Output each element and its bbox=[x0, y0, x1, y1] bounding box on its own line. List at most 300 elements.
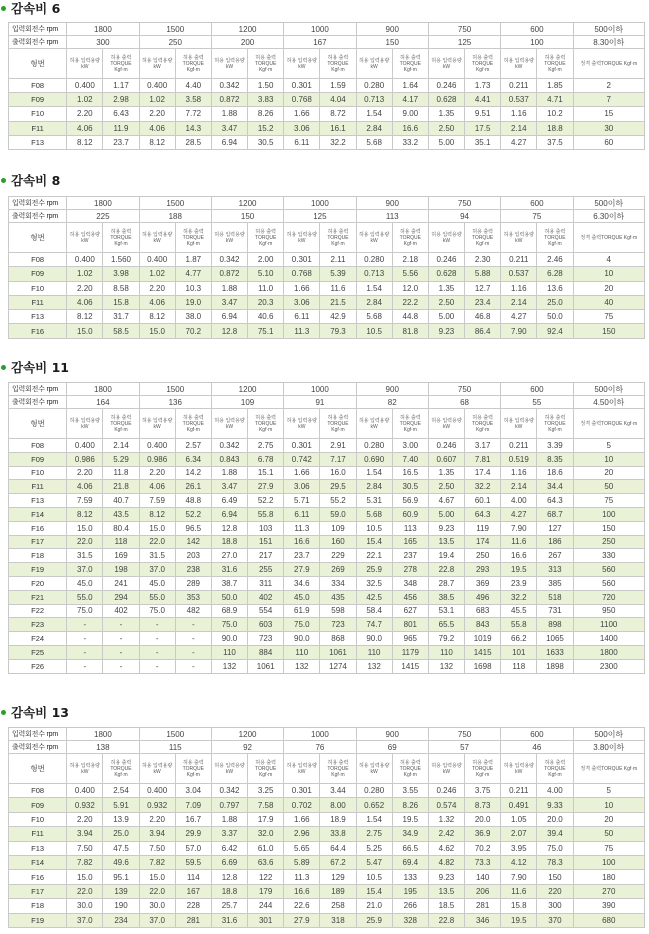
power-cell: 132 bbox=[284, 659, 320, 673]
power-cell: 4.06 bbox=[139, 121, 175, 135]
power-cell: 25.9 bbox=[356, 563, 392, 577]
section-title-text: 감속비 8 bbox=[11, 173, 61, 188]
torque-cell: 2.46 bbox=[537, 253, 573, 267]
table-row bbox=[9, 107, 645, 121]
torque-cell: 4.71 bbox=[537, 93, 573, 107]
power-cell: 10.5 bbox=[356, 870, 392, 884]
torque-cell: 435 bbox=[320, 590, 356, 604]
output-rpm-value: 68 bbox=[428, 396, 500, 409]
torque-cell: 68.7 bbox=[537, 507, 573, 521]
torque-cell: 266 bbox=[392, 899, 428, 913]
power-cell: 21.0 bbox=[356, 899, 392, 913]
input-rpm-value: 1500 bbox=[139, 23, 211, 36]
power-cell: 1.02 bbox=[139, 93, 175, 107]
torque-cell: 64.4 bbox=[320, 841, 356, 855]
power-cell: 0.872 bbox=[211, 267, 247, 281]
torque-cell: 1.85 bbox=[537, 79, 573, 93]
input-rpm-value: 1000 bbox=[284, 197, 356, 210]
torque-cell: 1019 bbox=[465, 632, 501, 646]
torque-header: 허용 출력TORQUE Kgf·m bbox=[320, 754, 356, 784]
output-rpm-value: 115 bbox=[139, 741, 211, 754]
model-cell: F08 bbox=[9, 253, 67, 267]
table-row bbox=[9, 295, 645, 309]
torque-header: 허용 출력TORQUE Kgf·m bbox=[175, 223, 211, 253]
power-cell: 61.9 bbox=[284, 604, 320, 618]
model-cell: F11 bbox=[9, 827, 67, 841]
power-cell: 0.211 bbox=[501, 253, 537, 267]
output-rpm-value: 200 bbox=[211, 36, 283, 49]
table-row bbox=[9, 253, 645, 267]
power-cell: 50.0 bbox=[211, 590, 247, 604]
output-rpm-row bbox=[9, 210, 645, 223]
torque-cell: 7.17 bbox=[320, 452, 356, 466]
power-cell: 10.5 bbox=[356, 521, 392, 535]
power-cell: 4.82 bbox=[428, 855, 464, 869]
output-rpm-value: 46 bbox=[501, 741, 573, 754]
torque-cell: 4.41 bbox=[465, 93, 501, 107]
torque-cell: 35.1 bbox=[465, 135, 501, 149]
power-cell: 0.872 bbox=[211, 93, 247, 107]
torque-cell: 4.77 bbox=[175, 267, 211, 281]
torque-cell: 228 bbox=[175, 899, 211, 913]
torque-header: 허용 출력TORQUE Kgf·m bbox=[248, 409, 284, 439]
section-title bbox=[0, 704, 69, 720]
torque-cell: 5.88 bbox=[465, 267, 501, 281]
model-cell: F10 bbox=[9, 466, 67, 480]
torque-cell: 60.1 bbox=[465, 494, 501, 508]
torque-cell: 169 bbox=[103, 549, 139, 563]
torque-cell: - bbox=[175, 659, 211, 673]
power-cell: 0.400 bbox=[139, 79, 175, 93]
power-cell: 4.06 bbox=[67, 295, 103, 309]
torque-cell: 52.2 bbox=[175, 507, 211, 521]
output-rpm-value: 150 bbox=[211, 210, 283, 223]
torque-cell: 11.9 bbox=[103, 121, 139, 135]
torque-cell: 15.2 bbox=[248, 121, 284, 135]
torque-cell: - bbox=[175, 632, 211, 646]
torque-cell: 554 bbox=[248, 604, 284, 618]
power-cell: 2.20 bbox=[67, 466, 103, 480]
torque-header: 허용 출력TORQUE Kgf·m bbox=[537, 409, 573, 439]
torque-cell: 369 bbox=[465, 576, 501, 590]
power-cell: 34.6 bbox=[284, 576, 320, 590]
table-row bbox=[9, 79, 645, 93]
input-rpm-row bbox=[9, 383, 645, 396]
torque-cell: 6.28 bbox=[537, 267, 573, 281]
spec-table bbox=[8, 196, 645, 339]
power-cell: 2.07 bbox=[501, 827, 537, 841]
torque-cell: 17.5 bbox=[465, 121, 501, 135]
torque-cell: 7.72 bbox=[175, 107, 211, 121]
output-rpm-value: 82 bbox=[356, 396, 428, 409]
torque-cell: 13.6 bbox=[537, 281, 573, 295]
power-cell: 38.5 bbox=[428, 590, 464, 604]
power-cell: 15.4 bbox=[356, 884, 392, 898]
input-rpm-value: 1800 bbox=[67, 728, 139, 741]
bullet-icon bbox=[1, 365, 6, 370]
column-header-row bbox=[9, 49, 645, 79]
torque-cell: 278 bbox=[392, 563, 428, 577]
power-cell: 0.932 bbox=[67, 798, 103, 812]
power-cell: 0.607 bbox=[428, 452, 464, 466]
power-cell: 6.94 bbox=[211, 310, 247, 324]
torque-cell: 29.9 bbox=[175, 827, 211, 841]
rated-torque-cell: 50 bbox=[573, 480, 644, 494]
torque-cell: 3.75 bbox=[465, 784, 501, 798]
input-rpm-value: 750 bbox=[428, 728, 500, 741]
power-header: 허용 입력용량 kW bbox=[67, 223, 103, 253]
power-cell: - bbox=[139, 618, 175, 632]
power-cell: 38.7 bbox=[211, 576, 247, 590]
torque-cell: 26.1 bbox=[175, 480, 211, 494]
torque-cell: 165 bbox=[392, 535, 428, 549]
power-cell: 1.54 bbox=[356, 281, 392, 295]
power-cell: 10.5 bbox=[356, 324, 392, 338]
torque-cell: - bbox=[103, 618, 139, 632]
power-cell: 37.0 bbox=[139, 563, 175, 577]
torque-cell: 42.9 bbox=[320, 310, 356, 324]
power-cell: 4.06 bbox=[139, 480, 175, 494]
power-cell: 22.6 bbox=[284, 899, 320, 913]
rated-torque-cell: 100 bbox=[573, 855, 644, 869]
torque-cell: 79.3 bbox=[320, 324, 356, 338]
torque-cell: 3.39 bbox=[537, 439, 573, 453]
table-row bbox=[9, 841, 645, 855]
torque-cell: 12.0 bbox=[392, 281, 428, 295]
torque-header: 허용 출력TORQUE Kgf·m bbox=[175, 754, 211, 784]
power-cell: 0.537 bbox=[501, 93, 537, 107]
rated-torque-cell: 2300 bbox=[573, 659, 644, 673]
table-row bbox=[9, 324, 645, 338]
torque-cell: 96.5 bbox=[175, 521, 211, 535]
table-row bbox=[9, 135, 645, 149]
output-rpm-label: 출력회전수 rpm bbox=[9, 210, 67, 223]
power-header: 허용 입력용량 kW bbox=[284, 223, 320, 253]
power-cell: 2.84 bbox=[356, 295, 392, 309]
power-cell: - bbox=[139, 645, 175, 659]
power-cell: 32.5 bbox=[356, 576, 392, 590]
table-row bbox=[9, 535, 645, 549]
power-cell: 118 bbox=[501, 659, 537, 673]
power-cell: 2.42 bbox=[428, 827, 464, 841]
output-rpm-value: 91 bbox=[284, 396, 356, 409]
power-cell: 0.211 bbox=[501, 439, 537, 453]
model-header: 형번 bbox=[9, 409, 67, 439]
power-cell: 18.5 bbox=[428, 899, 464, 913]
output-rpm-value: 113 bbox=[356, 210, 428, 223]
output-rpm-value: 150 bbox=[356, 36, 428, 49]
torque-cell: 281 bbox=[175, 913, 211, 927]
rated-torque-cell: 720 bbox=[573, 590, 644, 604]
power-cell: 45.0 bbox=[139, 576, 175, 590]
power-cell: 65.5 bbox=[428, 618, 464, 632]
table-row bbox=[9, 870, 645, 884]
torque-cell: 31.7 bbox=[103, 310, 139, 324]
model-cell: F11 bbox=[9, 295, 67, 309]
table-row bbox=[9, 913, 645, 927]
rated-torque-cell: 75 bbox=[573, 841, 644, 855]
power-cell: 6.11 bbox=[284, 507, 320, 521]
power-cell: 31.6 bbox=[211, 563, 247, 577]
power-cell: 0.211 bbox=[501, 784, 537, 798]
torque-cell: 203 bbox=[175, 549, 211, 563]
power-cell: 2.75 bbox=[356, 827, 392, 841]
table-row bbox=[9, 507, 645, 521]
torque-cell: 61.0 bbox=[248, 841, 284, 855]
power-cell: 22.0 bbox=[139, 884, 175, 898]
power-cell: 2.20 bbox=[67, 107, 103, 121]
torque-cell: 46.8 bbox=[465, 310, 501, 324]
power-cell: 2.20 bbox=[67, 812, 103, 826]
torque-cell: 5.39 bbox=[320, 267, 356, 281]
torque-cell: 33.2 bbox=[392, 135, 428, 149]
power-cell: 75.0 bbox=[139, 604, 175, 618]
power-cell: 13.5 bbox=[428, 884, 464, 898]
table-row bbox=[9, 812, 645, 826]
rated-torque-cell: 250 bbox=[573, 535, 644, 549]
output-rpm-value: 167 bbox=[284, 36, 356, 49]
power-cell: 37.0 bbox=[67, 913, 103, 927]
torque-cell: 109 bbox=[320, 521, 356, 535]
power-cell: 2.20 bbox=[139, 466, 175, 480]
input-rpm-value: 1500 bbox=[139, 383, 211, 396]
power-cell: 7.90 bbox=[501, 324, 537, 338]
power-cell: 0.519 bbox=[501, 452, 537, 466]
power-header: 허용 입력용량 kW bbox=[356, 223, 392, 253]
torque-cell: 64.3 bbox=[537, 494, 573, 508]
power-header: 허용 입력용량 kW bbox=[284, 754, 320, 784]
power-cell: 22.0 bbox=[67, 884, 103, 898]
output-rpm-value: 136 bbox=[139, 396, 211, 409]
power-header: 허용 입력용량 kW bbox=[428, 754, 464, 784]
power-cell: 27.9 bbox=[284, 563, 320, 577]
rated-torque-cell: 100 bbox=[573, 507, 644, 521]
torque-cell: 150 bbox=[537, 870, 573, 884]
power-header: 허용 입력용량 kW bbox=[501, 49, 537, 79]
table-row bbox=[9, 93, 645, 107]
output-rpm-label: 출력회전수 rpm bbox=[9, 396, 67, 409]
power-cell: 2.20 bbox=[139, 812, 175, 826]
torque-cell: 43.5 bbox=[103, 507, 139, 521]
power-cell: 27.9 bbox=[284, 913, 320, 927]
input-rpm-row bbox=[9, 197, 645, 210]
table-row bbox=[9, 439, 645, 453]
torque-cell: 34.9 bbox=[392, 827, 428, 841]
power-cell: - bbox=[67, 618, 103, 632]
rated-torque-cell: 950 bbox=[573, 604, 644, 618]
torque-header: 허용 출력TORQUE Kgf·m bbox=[103, 223, 139, 253]
torque-cell: 3.17 bbox=[465, 439, 501, 453]
torque-cell: 1698 bbox=[465, 659, 501, 673]
model-cell: F19 bbox=[9, 913, 67, 927]
input-rpm-value: 900 bbox=[356, 197, 428, 210]
power-cell: 12.8 bbox=[211, 324, 247, 338]
power-cell: 15.0 bbox=[67, 870, 103, 884]
torque-cell: 20.3 bbox=[248, 295, 284, 309]
power-cell: 12.8 bbox=[211, 870, 247, 884]
power-cell: 4.27 bbox=[501, 507, 537, 521]
torque-header: 허용 출력TORQUE Kgf·m bbox=[465, 223, 501, 253]
power-cell: 8.12 bbox=[139, 310, 175, 324]
rated-torque-cell: 680 bbox=[573, 913, 644, 927]
torque-cell: 37.5 bbox=[537, 135, 573, 149]
output-rpm-row bbox=[9, 396, 645, 409]
table-row bbox=[9, 480, 645, 494]
torque-cell: 311 bbox=[248, 576, 284, 590]
torque-cell: 294 bbox=[103, 590, 139, 604]
torque-cell: 14.2 bbox=[175, 466, 211, 480]
input-rpm-value: 750 bbox=[428, 197, 500, 210]
power-cell: 45.0 bbox=[284, 590, 320, 604]
power-header: 허용 입력용량 kW bbox=[501, 754, 537, 784]
torque-cell: 64.3 bbox=[465, 507, 501, 521]
model-cell: F10 bbox=[9, 812, 67, 826]
power-cell: 1.16 bbox=[501, 466, 537, 480]
power-cell: 7.82 bbox=[67, 855, 103, 869]
torque-header: 허용 출력TORQUE Kgf·m bbox=[103, 49, 139, 79]
column-header-row bbox=[9, 754, 645, 784]
rated-torque-cell: 1400 bbox=[573, 632, 644, 646]
input-rpm-label: 입력회전수 rpm bbox=[9, 728, 67, 741]
power-cell: 1.35 bbox=[428, 466, 464, 480]
input-rpm-row bbox=[9, 23, 645, 36]
power-cell: 3.06 bbox=[284, 121, 320, 135]
power-cell: 3.94 bbox=[67, 827, 103, 841]
torque-cell: 86.4 bbox=[465, 324, 501, 338]
torque-cell: 3.25 bbox=[248, 784, 284, 798]
torque-cell: 69.4 bbox=[392, 855, 428, 869]
model-header: 형번 bbox=[9, 223, 67, 253]
torque-cell: 1.73 bbox=[465, 79, 501, 93]
torque-cell: 63.6 bbox=[248, 855, 284, 869]
power-cell: 28.7 bbox=[428, 576, 464, 590]
power-header: 허용 입력용량 kW bbox=[139, 409, 175, 439]
model-cell: F19 bbox=[9, 563, 67, 577]
power-cell: 0.574 bbox=[428, 798, 464, 812]
input-rpm-value: 600 bbox=[501, 23, 573, 36]
model-cell: F17 bbox=[9, 535, 67, 549]
model-cell: F18 bbox=[9, 549, 67, 563]
power-cell: 0.280 bbox=[356, 79, 392, 93]
power-cell: 0.246 bbox=[428, 439, 464, 453]
power-cell: 31.5 bbox=[139, 549, 175, 563]
model-cell: F17 bbox=[9, 884, 67, 898]
power-cell: 1.16 bbox=[501, 107, 537, 121]
model-cell: F11 bbox=[9, 121, 67, 135]
torque-cell: 1.560 bbox=[103, 253, 139, 267]
spec-table bbox=[8, 382, 645, 674]
torque-cell: 49.6 bbox=[103, 855, 139, 869]
torque-cell: 723 bbox=[320, 618, 356, 632]
power-cell: 0.986 bbox=[67, 452, 103, 466]
torque-cell: 103 bbox=[248, 521, 284, 535]
torque-cell: 23.4 bbox=[465, 295, 501, 309]
rated-torque-cell: 1800 bbox=[573, 645, 644, 659]
rated-torque-cell: 15 bbox=[573, 107, 644, 121]
power-cell: 4.12 bbox=[501, 855, 537, 869]
torque-header: 허용 출력TORQUE Kgf·m bbox=[392, 223, 428, 253]
power-cell: 9.23 bbox=[428, 521, 464, 535]
input-rpm-value: 500이하 bbox=[573, 383, 644, 396]
power-cell: 75.0 bbox=[284, 618, 320, 632]
torque-cell: 267 bbox=[537, 549, 573, 563]
torque-cell: 9.33 bbox=[537, 798, 573, 812]
input-rpm-label: 입력회전수 rpm bbox=[9, 197, 67, 210]
power-header: 허용 입력용량 kW bbox=[211, 49, 247, 79]
torque-cell: 32.2 bbox=[465, 480, 501, 494]
torque-cell: 118 bbox=[103, 535, 139, 549]
torque-cell: 385 bbox=[537, 576, 573, 590]
model-header: 형번 bbox=[9, 49, 67, 79]
power-cell: 0.628 bbox=[428, 93, 464, 107]
table-row bbox=[9, 267, 645, 281]
torque-cell: 167 bbox=[175, 884, 211, 898]
power-cell: 5.89 bbox=[284, 855, 320, 869]
torque-cell: 234 bbox=[103, 913, 139, 927]
torque-cell: 898 bbox=[537, 618, 573, 632]
torque-cell: 2.00 bbox=[248, 253, 284, 267]
torque-cell: 4.04 bbox=[320, 93, 356, 107]
torque-cell: 4.00 bbox=[537, 784, 573, 798]
torque-cell: 122 bbox=[248, 870, 284, 884]
model-cell: F09 bbox=[9, 93, 67, 107]
torque-cell: 73.3 bbox=[465, 855, 501, 869]
input-rpm-value: 600 bbox=[501, 728, 573, 741]
torque-cell: 1415 bbox=[465, 645, 501, 659]
input-rpm-value: 1800 bbox=[67, 23, 139, 36]
torque-cell: - bbox=[103, 659, 139, 673]
torque-cell: 217 bbox=[248, 549, 284, 563]
power-cell: 101 bbox=[501, 645, 537, 659]
torque-cell: 32.2 bbox=[320, 135, 356, 149]
torque-cell: 2.18 bbox=[392, 253, 428, 267]
power-cell: 0.400 bbox=[67, 79, 103, 93]
power-cell: 18.8 bbox=[211, 884, 247, 898]
torque-cell: 496 bbox=[465, 590, 501, 604]
power-header: 허용 입력용량 kW bbox=[139, 49, 175, 79]
torque-cell: 482 bbox=[175, 604, 211, 618]
input-rpm-value: 1000 bbox=[284, 728, 356, 741]
power-cell: 2.50 bbox=[428, 480, 464, 494]
torque-cell: 12.7 bbox=[465, 281, 501, 295]
torque-cell: 8.26 bbox=[248, 107, 284, 121]
table-row bbox=[9, 899, 645, 913]
rated-torque-cell: 7 bbox=[573, 93, 644, 107]
torque-cell: 723 bbox=[248, 632, 284, 646]
rated-torque-cell: 10 bbox=[573, 267, 644, 281]
model-cell: F16 bbox=[9, 870, 67, 884]
table-row bbox=[9, 618, 645, 632]
output-rpm-value: 57 bbox=[428, 741, 500, 754]
torque-cell: 1.17 bbox=[103, 79, 139, 93]
torque-cell: 59.0 bbox=[320, 507, 356, 521]
power-cell: 45.0 bbox=[67, 576, 103, 590]
rated-torque-cell: 10 bbox=[573, 798, 644, 812]
input-rpm-value: 1800 bbox=[67, 197, 139, 210]
power-cell: 1.35 bbox=[428, 281, 464, 295]
torque-cell: 16.6 bbox=[392, 121, 428, 135]
model-cell: F09 bbox=[9, 452, 67, 466]
input-rpm-value: 500이하 bbox=[573, 197, 644, 210]
power-cell: 0.768 bbox=[284, 93, 320, 107]
torque-cell: 346 bbox=[465, 913, 501, 927]
output-rpm-value: 94 bbox=[428, 210, 500, 223]
output-rpm-value: 69 bbox=[356, 741, 428, 754]
torque-cell: 4.40 bbox=[175, 79, 211, 93]
table-row bbox=[9, 549, 645, 563]
power-cell: 30.0 bbox=[139, 899, 175, 913]
input-rpm-value: 1200 bbox=[211, 728, 283, 741]
